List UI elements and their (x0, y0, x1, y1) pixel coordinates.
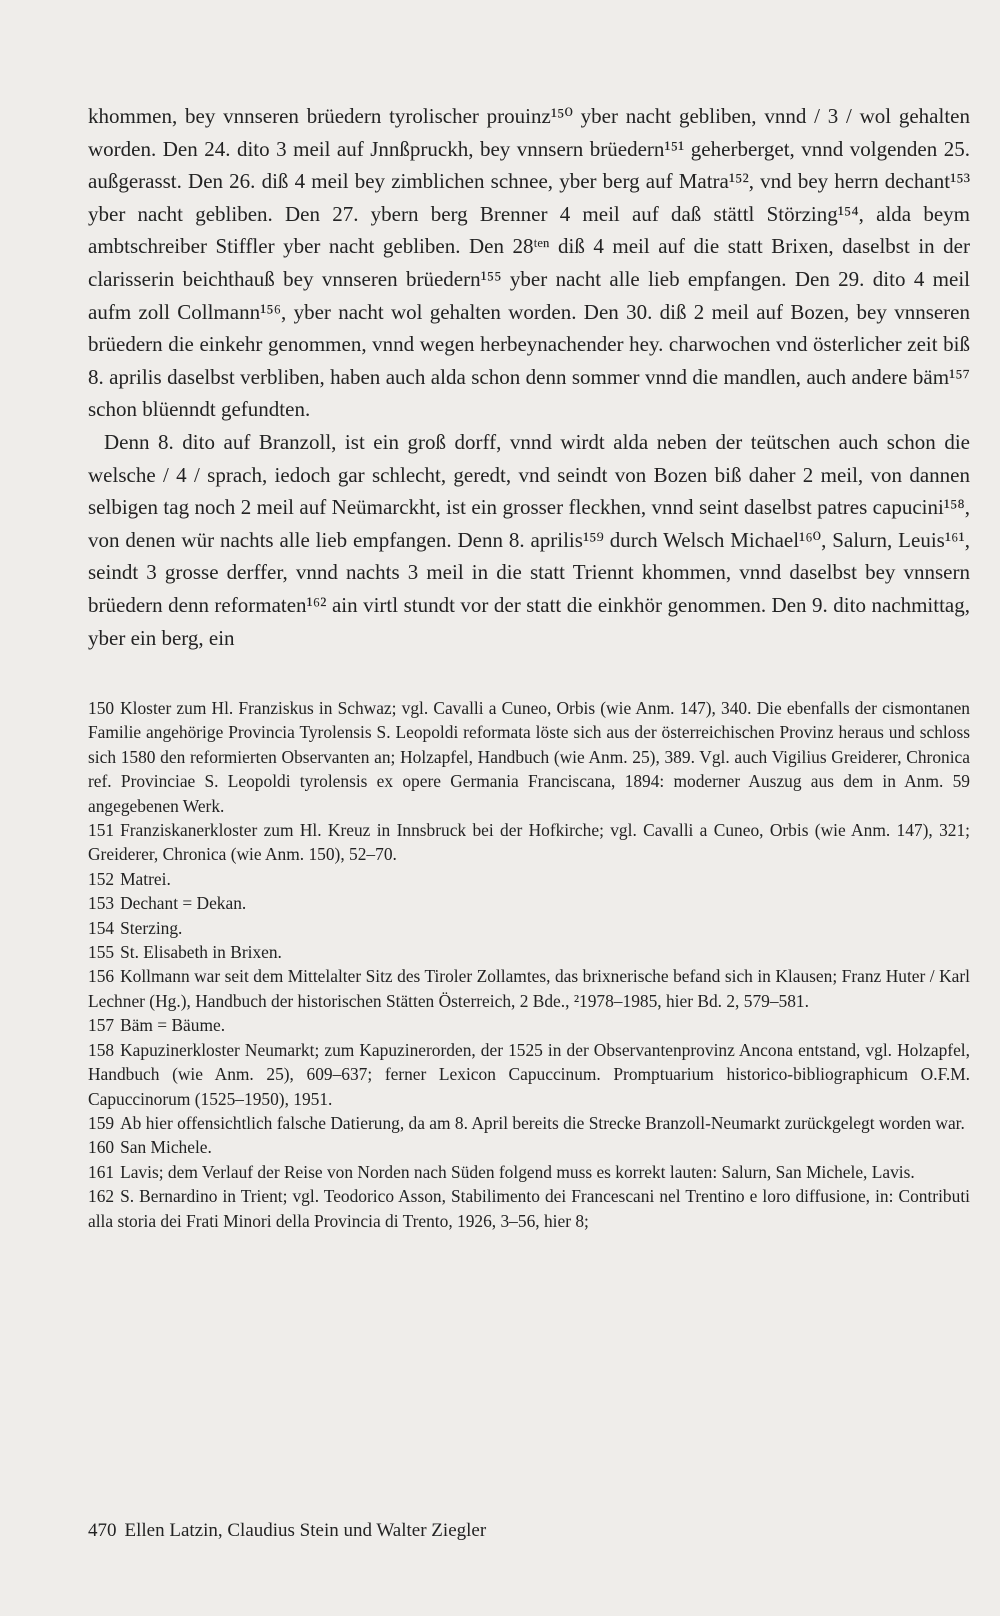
footnote-text: Dechant = Dekan. (120, 893, 247, 914)
footnote (88, 964, 970, 1013)
footnote-number: 159 (88, 1112, 115, 1133)
footnote-text: Kapuzinerkloster Neumarkt; zum Kapuzinerorden, der 1525 in der Observantenprovinz Ancona entstand, vgl. Holzapfel, Handbuch (wie Anm. 25), 609–637; ferner Lexicon Capuccinum. Promptuarium historico-bibliographicum O.F.M. Capuccinorum (1525–1950), 1951. (88, 1039, 970, 1109)
footnote-number: 155 (88, 942, 115, 963)
footnote-number: 160 (88, 1137, 115, 1158)
footnote-number: 151 (88, 820, 115, 841)
footnote-text: Kloster zum Hl. Franziskus in Schwaz; vgl. Cavalli a Cuneo, Orbis (wie Anm. 147), 340. Die ebenfalls der cismontanen Familie angehörige Provincia Tyrolensis S. Leopoldi reformata löste sich aus der österreichischen Provinz heraus und schloss sich 1580 den reformierten Observanten an; Holzapfel, Handbuch (wie Anm. 25), 389. Vgl. auch Vigilius Greiderer, Chronica ref. Provinciae S. Leopoldi tyrolensis ex opere Germania Franciscana, 1894: moderner Auszug aus dem in Anm. 59 angegebenen Werk. (88, 698, 970, 816)
footnote-text: Sterzing. (120, 917, 183, 938)
footnote-number: 152 (88, 868, 115, 889)
footnote-text: St. Elisabeth in Brixen. (120, 942, 282, 963)
paragraph: Denn 8. dito auf Branzoll, ist ein groß dorff, vnnd wirdt alda neben der teütschen auch schon die welsche / 4 / sprach, iedoch gar schlecht, geredt, vnd seindt von Bozen biß daher 2 meil, von dannen selbigen tag noch 2 meil auf Neümarckht, ist ein grosser fleckhen, vnnd seint daselbst patres capucini¹⁵⁸, von denen wür nachts alle lieb empfangen. Denn 8. aprilis¹⁵⁹ durch Welsch Michael¹⁶⁰, Salurn, Leuis¹⁶¹, seindt 3 grosse derffer, vnnd nachts 3 meil in die statt Triennt khommen, vnnd daselbst bey vnnsern brüedern denn reformaten¹⁶² ain virtl stundt vor der statt die einkhör genommen. Den 9. dito nachmittag, yber ein berg, ein (88, 429, 970, 650)
footnote-text: Ab hier offensichtlich falsche Datierung, da am 8. April bereits die Strecke Branzoll-Neumarkt zurückgelegt worden war. (120, 1112, 965, 1133)
footnote-text: San Michele. (120, 1137, 212, 1158)
footnote (88, 916, 970, 940)
footnote-text: Franziskanerkloster zum Hl. Kreuz in Innsbruck bei der Hofkirche; vgl. Cavalli a Cuneo, Orbis (wie Anm. 147), 321; Greiderer, Chronica (wie Anm. 150), 52–70. (88, 820, 970, 865)
footnote-number: 154 (88, 917, 115, 938)
footnote (88, 1160, 970, 1184)
running-authors: Ellen Latzin, Claudius Stein und Walter Ziegler (124, 1520, 487, 1541)
paragraph: khommen, bey vnnseren brüedern tyrolischer prouinz¹⁵⁰ yber nacht gebliben, vnnd / 3 / wol gehalten worden. Den 24. dito 3 meil auf Jnnßpruckh, bey vnnsern brüedern¹⁵¹ geherberget, vnnd volgenden 25. außgerasst. Den 26. diß 4 meil bey zimblichen schnee, yber berg auf Matra¹⁵², vnd bey herrn dechant¹⁵³ yber nacht gebliben. Den 27. ybern berg Brenner 4 meil auf daß stättl Störzing¹⁵⁴, alda beym ambtschreiber Stiffler yber nacht gebliben. Den 28ᵗᵉⁿ diß 4 meil auf die statt Brixen, daselbst in der clarisserin beichthauß bey vnnseren brüedern¹⁵⁵ yber nacht alle lieb empfangen. Den 29. dito 4 meil aufm zoll Collmann¹⁵⁶, yber nacht wol gehalten worden. Den 30. diß 2 meil auf Bozen, bey vnnseren brüedern die einkehr genommen, vnnd wegen herbeynachender hey. charwochen vnd österlicher zeit biß 8. aprilis daselbst verbliben, haben auch alda schon denn sommer vnnd die mandlen, auch andere bäm¹⁵⁷ schon blüenndt gefundten. (88, 104, 970, 422)
footnote-number: 150 (88, 698, 115, 718)
footnote (88, 1013, 970, 1037)
footnote-number: 153 (88, 893, 115, 914)
footnote-text: Lavis; dem Verlauf der Reise von Norden nach Süden folgend muss es korrekt lauten: Salurn, San Michele, Lavis. (120, 1161, 915, 1182)
footnote-number: 157 (88, 1015, 115, 1036)
footnote-text: S. Bernardino in Trient; vgl. Teodorico Asson, Stabilimento dei Francescani nel Trentino e loro diffusione, in: Contributi alla storia dei Frati Minori della Provincia di Trento, 1926, 3–56, hier 8; (88, 1186, 970, 1231)
footnote-number: 162 (88, 1186, 115, 1207)
footnote (88, 1038, 970, 1111)
footnote (88, 891, 970, 915)
page-number: 470 (88, 1520, 117, 1541)
footnote (88, 867, 970, 891)
footnote-number: 158 (88, 1039, 115, 1060)
main-text (88, 100, 970, 654)
footnote (88, 1184, 970, 1233)
footnote (88, 1111, 970, 1135)
footnote-number: 161 (88, 1161, 115, 1182)
footnote-text: Bäm = Bäume. (120, 1015, 226, 1036)
footnote (88, 818, 970, 867)
footnote (88, 940, 970, 964)
footnote-text: Kollmann war seit dem Mittelalter Sitz des Tiroler Zollamtes, das brixnerische befand sich in Klausen; Franz Huter / Karl Lechner (Hg.), Handbuch der historischen Stätten Österreich, 2 Bde., ²1978–1985, hier Bd. 2, 579–581. (88, 966, 970, 1011)
footnotes (88, 696, 970, 1233)
page-footer (88, 1518, 486, 1544)
footnote-number: 156 (88, 966, 115, 987)
footnote (88, 696, 970, 818)
footnote-text: Matrei. (120, 868, 171, 889)
footnote (88, 1135, 970, 1159)
